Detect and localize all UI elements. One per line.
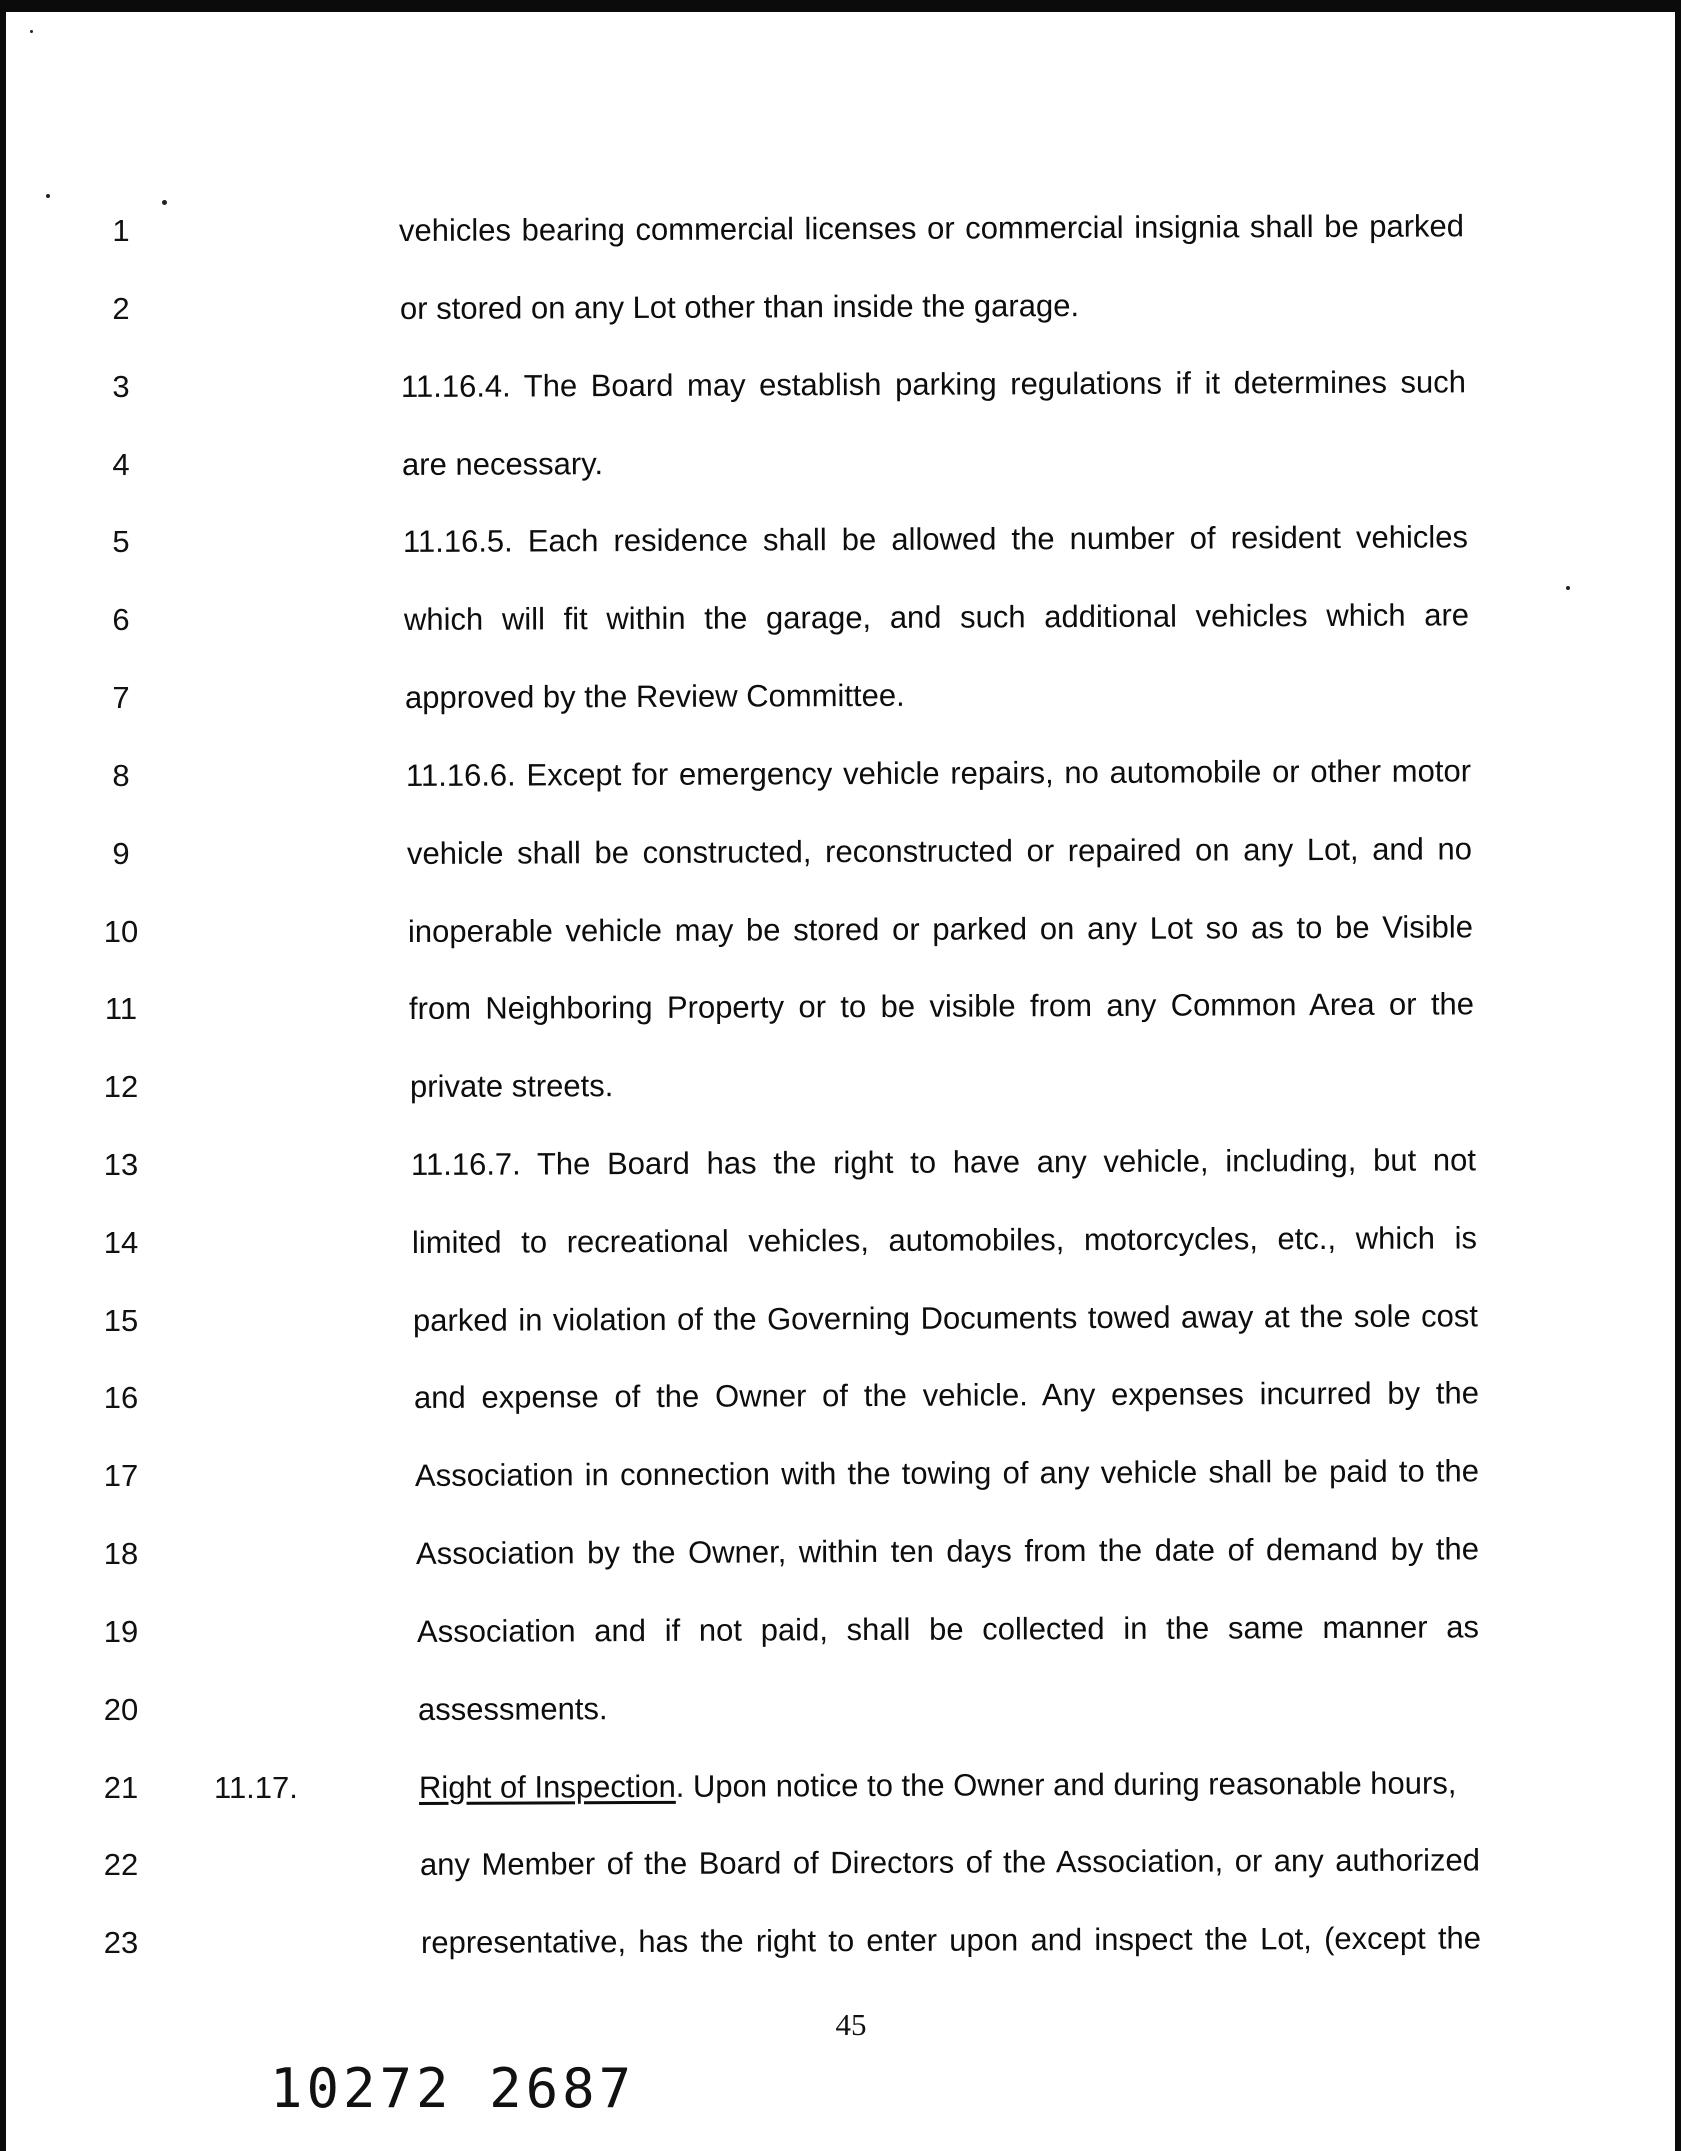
document-line [6,1607,1675,1657]
document-line [6,517,1675,567]
line-number: 17 [103,1458,139,1493]
document-line [6,1296,1675,1346]
line-number: 10 [103,914,139,949]
line-number: 4 [112,447,130,482]
document-line [6,1218,1675,1268]
line-text: assessments. [417,1691,608,1727]
document-line [6,1763,1675,1813]
line-text: Association and if not paid, shall be collected in the same manner as [416,1609,1480,1649]
line-number: 14 [103,1225,139,1260]
document-line [6,1840,1675,1890]
line-number: 11 [104,991,138,1026]
document-line [6,751,1675,801]
scan-speck [162,200,167,205]
line-number: 20 [103,1692,139,1727]
line-text: are necessary. [401,446,604,482]
document-line [6,284,1675,334]
line-text: any Member of the Board of Directors of the Association, or any authorized [419,1842,1481,1882]
document-line [6,1451,1675,1501]
line-number: 19 [103,1614,139,1649]
document-line [6,595,1675,645]
line-number: 16 [103,1380,139,1415]
scan-speck [46,194,50,198]
document-line [6,1529,1675,1579]
line-number: 2 [112,291,130,326]
line-text: 11.16.5. Each residence shall be allowed the number of resident vehicles [402,519,1469,559]
line-text: 11.16.7. The Board has the right to have any vehicle, including, but not [410,1142,1477,1182]
line-text: private streets. [409,1068,614,1104]
line-text: Association in connection with the towing of any vehicle shall be paid to the [414,1453,1480,1493]
line-text: representative, has the right to enter upon and inspect the Lot, (except the [420,1920,1482,1960]
document-page [6,12,1675,2151]
document-line [6,1373,1675,1423]
line-text: from Neighboring Property or to be visible from any Common Area or the [408,986,1475,1026]
line-text: parked in violation of the Governing Documents towed away at the sole cost [412,1298,1479,1338]
document-line [6,362,1675,412]
document-line [6,673,1675,723]
line-number: 18 [103,1536,139,1571]
line-number: 5 [112,524,130,559]
scan-speck [30,30,33,33]
line-number: 12 [103,1069,139,1104]
line-number: 9 [112,836,130,871]
line-number: 6 [112,602,130,637]
document-line [6,206,1675,256]
document-line [6,1062,1675,1112]
line-text: 11.16.6. Except for emergency vehicle repairs, no automobile or other motor [405,753,1472,793]
line-number: 8 [112,758,130,793]
line-number: 15 [103,1303,139,1338]
line-text-rest: . Upon notice to the Owner and during reasonable hours, [675,1765,1457,1804]
section-heading: Right of Inspection [418,1768,676,1805]
document-id: 10272 2687 [270,2057,636,2120]
line-text: Association by the Owner, within ten days from the date of demand by the [415,1531,1480,1571]
line-text: limited to recreational vehicles, automobiles, motorcycles, etc., which is [411,1220,1478,1260]
document-line [6,984,1675,1034]
document-line [6,440,1675,490]
line-number: 21 [103,1770,139,1805]
line-text: approved by the Review Committee. [404,677,905,715]
line-text: and expense of the Owner of the vehicle. Any expenses incurred by the [413,1375,1480,1415]
line-number: 23 [103,1925,139,1960]
line-text [419,1758,1479,1813]
scan-speck [1566,586,1570,590]
page-number: 45 [835,2007,867,2042]
document-line [6,1140,1675,1190]
line-number: 1 [112,213,130,248]
line-number: 3 [112,369,130,404]
document-line [6,1685,1675,1735]
line-number: 13 [103,1147,139,1182]
line-text: inoperable vehicle may be stored or parked on any Lot so as to be Visible [407,909,1474,949]
line-number: 22 [103,1847,139,1882]
line-number: 7 [112,680,130,715]
section-number: 11.17. [214,1770,298,1805]
document-line [6,907,1675,957]
document-line [6,1918,1675,1968]
document-line [6,829,1675,879]
line-text: vehicles bearing commercial licenses or commercial insignia shall be parked [398,208,1465,248]
line-text: which will fit within the garage, and such additional vehicles which are [403,597,1470,637]
line-text: 11.16.4. The Board may establish parking regulations if it determines such [400,364,1467,404]
line-text: vehicle shall be constructed, reconstructed or repaired on any Lot, and no [406,831,1473,871]
line-text: or stored on any Lot other than inside the garage. [399,288,1080,326]
